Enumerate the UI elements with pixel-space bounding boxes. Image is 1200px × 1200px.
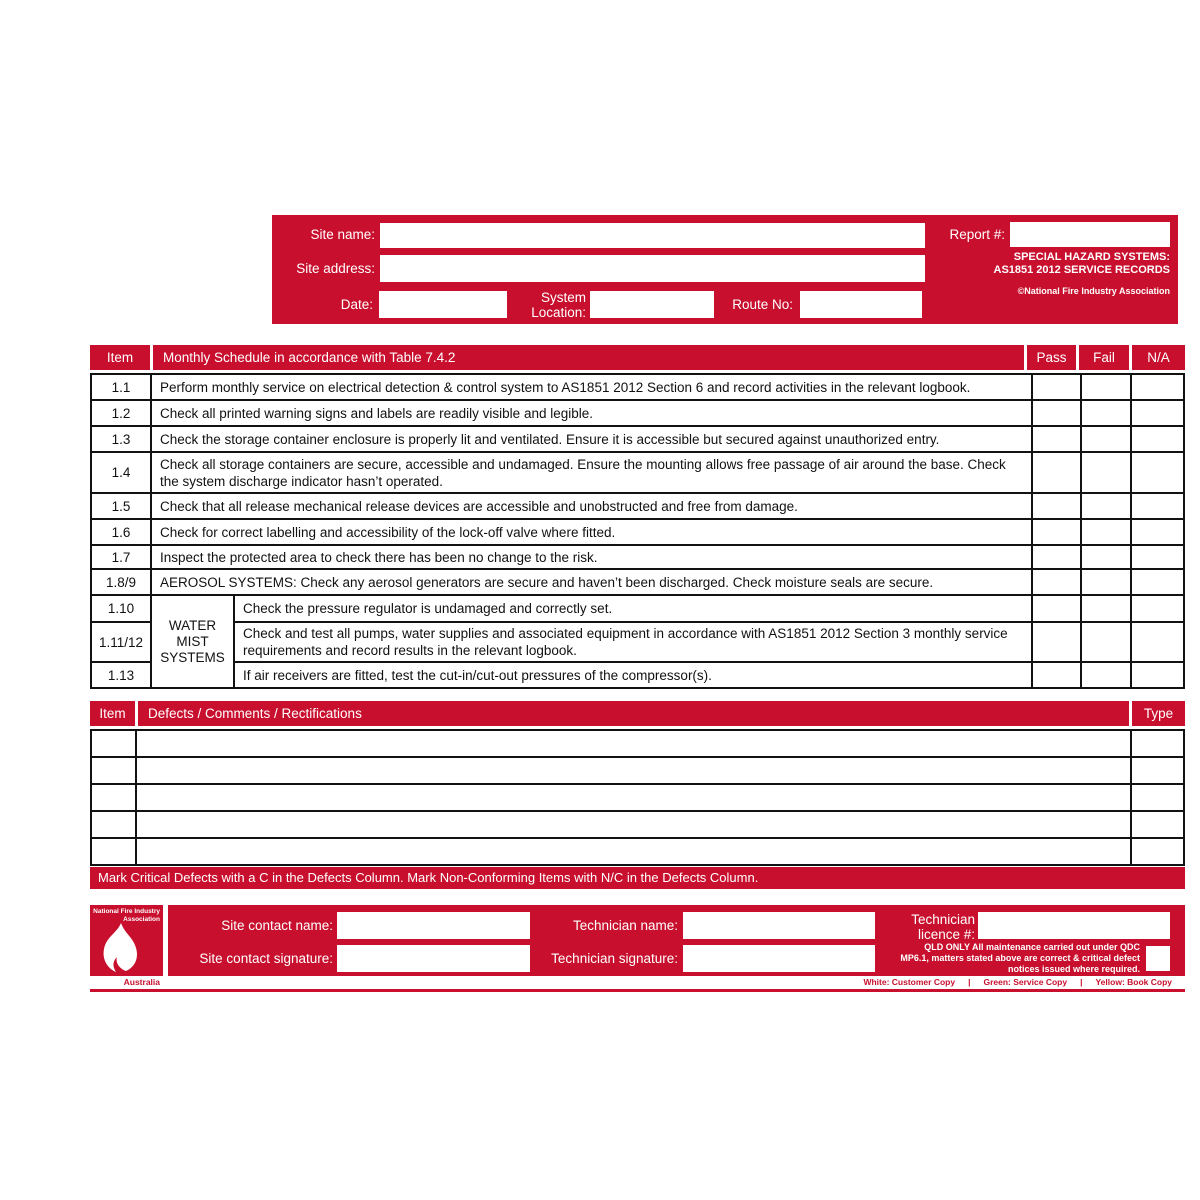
schedule-row-1-11-12	[91, 622, 1184, 662]
fail-checkbox-cell[interactable]	[1081, 452, 1131, 493]
defects-col-title: Defects / Comments / Rectifications	[138, 701, 1129, 726]
technician-licence-input[interactable]	[978, 912, 1170, 939]
schedule-col-na: N/A	[1132, 345, 1185, 370]
copy-divider: |	[968, 977, 971, 987]
defect-text-cell[interactable]	[136, 838, 1131, 865]
task-text: Inspect the protected area to check there has been no change to the risk.	[151, 545, 1032, 569]
defect-text-cell[interactable]	[136, 811, 1131, 838]
schedule-row-1-7	[91, 545, 1184, 569]
pass-checkbox-cell[interactable]	[1032, 400, 1081, 426]
na-checkbox-cell[interactable]	[1131, 519, 1184, 545]
schedule-col-fail: Fail	[1079, 345, 1129, 370]
site-address-label: Site address:	[296, 261, 375, 276]
pass-checkbox-cell[interactable]	[1032, 545, 1081, 569]
defects-col-type: Type	[1132, 701, 1185, 726]
item-number: 1.6	[91, 519, 151, 545]
na-checkbox-cell[interactable]	[1131, 452, 1184, 493]
item-number: 1.5	[91, 493, 151, 519]
technician-signature-input[interactable]	[683, 945, 875, 972]
signature-footer	[168, 905, 1185, 976]
qld-only-note: QLD ONLY All maintenance carried out under QDC MP6.1, matters stated above are correct & critical defect notices issued where required.	[900, 942, 1140, 974]
schedule-row-1-3	[91, 426, 1184, 452]
na-checkbox-cell[interactable]	[1131, 595, 1184, 622]
fail-checkbox-cell[interactable]	[1081, 519, 1131, 545]
defect-item-cell[interactable]	[91, 757, 136, 784]
item-number: 1.1	[91, 374, 151, 400]
task-text: Check the pressure regulator is undamaged and correctly set.	[234, 595, 1032, 622]
fail-checkbox-cell[interactable]	[1081, 662, 1131, 688]
schedule-col-pass: Pass	[1027, 345, 1076, 370]
item-number: 1.11/12	[91, 622, 151, 662]
date-input[interactable]	[379, 291, 507, 318]
site-name-label: Site name:	[310, 227, 375, 242]
pass-checkbox-cell[interactable]	[1032, 662, 1081, 688]
site-name-input[interactable]	[380, 223, 925, 248]
defect-item-cell[interactable]	[91, 784, 136, 811]
footer-rule	[90, 989, 1185, 992]
pass-checkbox-cell[interactable]	[1032, 622, 1081, 662]
na-checkbox-cell[interactable]	[1131, 662, 1184, 688]
site-contact-name-label: Site contact name:	[221, 918, 333, 933]
system-location-label	[496, 290, 586, 320]
nfia-org-line2: Association	[123, 915, 160, 923]
technician-licence-label-line1: Technician	[911, 912, 975, 927]
defect-text-cell[interactable]	[136, 757, 1131, 784]
fail-checkbox-cell[interactable]	[1081, 595, 1131, 622]
fail-checkbox-cell[interactable]	[1081, 493, 1131, 519]
schedule-row-1-4	[91, 452, 1184, 493]
monthly-schedule-table	[90, 373, 1185, 689]
item-number: 1.2	[91, 400, 151, 426]
item-number: 1.10	[91, 595, 151, 622]
defects-table-header	[90, 701, 1185, 726]
technician-licence-label-line2: licence #:	[917, 927, 975, 942]
qld-confirm-checkbox[interactable]	[1146, 946, 1170, 971]
defect-row	[91, 730, 1184, 757]
defect-type-cell[interactable]	[1131, 757, 1184, 784]
na-checkbox-cell[interactable]	[1131, 493, 1184, 519]
fail-checkbox-cell[interactable]	[1081, 400, 1131, 426]
copyright-text: ©National Fire Industry Association	[1017, 286, 1170, 296]
nfia-logo	[90, 905, 163, 976]
fail-checkbox-cell[interactable]	[1081, 545, 1131, 569]
report-number-input[interactable]	[1010, 222, 1170, 247]
system-location-label-line2: Location:	[531, 305, 586, 320]
na-checkbox-cell[interactable]	[1131, 374, 1184, 400]
pass-checkbox-cell[interactable]	[1032, 374, 1081, 400]
technician-name-label: Technician name:	[572, 918, 678, 933]
pass-checkbox-cell[interactable]	[1032, 595, 1081, 622]
defect-type-cell[interactable]	[1131, 811, 1184, 838]
pass-checkbox-cell[interactable]	[1032, 452, 1081, 493]
technician-licence-label	[868, 912, 975, 942]
copy-yellow: Yellow: Book Copy	[1095, 977, 1172, 987]
fail-checkbox-cell[interactable]	[1081, 622, 1131, 662]
site-contact-name-input[interactable]	[337, 912, 530, 939]
system-location-label-line1: System	[540, 290, 586, 305]
copy-green: Green: Service Copy	[983, 977, 1068, 987]
pass-checkbox-cell[interactable]	[1032, 519, 1081, 545]
defect-item-cell[interactable]	[91, 811, 136, 838]
defect-row	[91, 757, 1184, 784]
document-title-line2: AS1851 2012 SERVICE RECORDS	[993, 264, 1170, 276]
schedule-row-1-1	[91, 374, 1184, 400]
document-title-line1: SPECIAL HAZARD SYSTEMS:	[1013, 251, 1170, 263]
defect-type-cell[interactable]	[1131, 784, 1184, 811]
fail-checkbox-cell[interactable]	[1081, 374, 1131, 400]
date-label: Date:	[340, 297, 373, 312]
item-number: 1.7	[91, 545, 151, 569]
pass-checkbox-cell[interactable]	[1032, 426, 1081, 452]
defects-instruction-note: Mark Critical Defects with a C in the Defects Column. Mark Non-Conforming Items with N/C in the Defects Column.	[90, 867, 1185, 889]
copy-white: White: Customer Copy	[863, 977, 956, 987]
fail-checkbox-cell[interactable]	[1081, 569, 1131, 595]
task-text: Check that all release mechanical release devices are accessible and unobstructed and free from damage.	[151, 493, 1032, 519]
item-number: 1.13	[91, 662, 151, 688]
defect-item-cell[interactable]	[91, 730, 136, 757]
schedule-row-1-13	[91, 662, 1184, 688]
flame-icon	[92, 921, 146, 975]
na-checkbox-cell[interactable]	[1131, 400, 1184, 426]
water-mist-systems-group-label: WATER MIST SYSTEMS	[151, 595, 234, 688]
schedule-row-1-6	[91, 519, 1184, 545]
route-no-input[interactable]	[800, 291, 922, 318]
schedule-table-header	[90, 345, 1185, 370]
item-number: 1.4	[91, 452, 151, 493]
pass-checkbox-cell[interactable]	[1032, 493, 1081, 519]
defect-item-cell[interactable]	[91, 838, 136, 865]
report-number-label: Report #:	[949, 227, 1005, 242]
item-number: 1.8/9	[91, 569, 151, 595]
defect-row	[91, 784, 1184, 811]
schedule-row-1-8-9	[91, 569, 1184, 595]
schedule-row-1-5	[91, 493, 1184, 519]
system-location-input[interactable]	[590, 291, 714, 318]
task-text: AEROSOL SYSTEMS: Check any aerosol generators are secure and haven’t been discharged. Check moisture seals are secure.	[151, 569, 1032, 595]
copy-divider: |	[1080, 977, 1083, 987]
defect-type-cell[interactable]	[1131, 838, 1184, 865]
site-address-input[interactable]	[380, 255, 925, 282]
schedule-col-title: Monthly Schedule in accordance with Table 7.4.2	[153, 345, 1024, 370]
task-text: Perform monthly service on electrical detection & control system to AS1851 2012 Section 6 and record activities in the relevant logbook.	[151, 374, 1032, 400]
form-header	[272, 215, 1178, 324]
technician-signature-label: Technician signature:	[551, 951, 678, 966]
defect-type-cell[interactable]	[1131, 730, 1184, 757]
route-no-label: Route No:	[732, 297, 793, 312]
defects-table	[90, 729, 1185, 866]
document-title	[872, 251, 1170, 296]
nfia-org-line1: National Fire Industry	[93, 908, 160, 915]
technician-name-input[interactable]	[683, 912, 875, 939]
schedule-row-1-10	[91, 595, 1184, 622]
na-checkbox-cell[interactable]	[1131, 426, 1184, 452]
schedule-row-1-2	[91, 400, 1184, 426]
defect-text-cell[interactable]	[136, 784, 1131, 811]
fail-checkbox-cell[interactable]	[1081, 426, 1131, 452]
task-text: Check all storage containers are secure, accessible and undamaged. Ensure the mounting allows free passage of air around the base. Check the system discharge indicator hasn’t operated.	[151, 452, 1032, 493]
item-number: 1.3	[91, 426, 151, 452]
defect-text-cell[interactable]	[136, 730, 1131, 757]
defect-row	[91, 838, 1184, 865]
pass-checkbox-cell[interactable]	[1032, 569, 1081, 595]
site-contact-signature-label: Site contact signature:	[199, 951, 333, 966]
na-checkbox-cell[interactable]	[1131, 622, 1184, 662]
defects-col-item: Item	[90, 701, 135, 726]
task-text: Check all printed warning signs and labels are readily visible and legible.	[151, 400, 1032, 426]
task-text: If air receivers are fitted, test the cut-in/cut-out pressures of the compressor(s).	[234, 662, 1032, 688]
site-contact-signature-input[interactable]	[337, 945, 530, 972]
nfia-country-label: Australia	[123, 977, 160, 987]
defect-row	[91, 811, 1184, 838]
na-checkbox-cell[interactable]	[1131, 569, 1184, 595]
copy-distribution-line	[700, 977, 1172, 987]
na-checkbox-cell[interactable]	[1131, 545, 1184, 569]
task-text: Check the storage container enclosure is properly lit and ventilated. Ensure it is accessible but secured against unauthorized entry.	[151, 426, 1032, 452]
schedule-col-item: Item	[90, 345, 150, 370]
task-text: Check and test all pumps, water supplies and associated equipment in accordance with AS1851 2012 Section 3 monthly service requirements and record results in the relevant logbook.	[234, 622, 1032, 662]
task-text: Check for correct labelling and accessibility of the lock-off valve where fitted.	[151, 519, 1032, 545]
